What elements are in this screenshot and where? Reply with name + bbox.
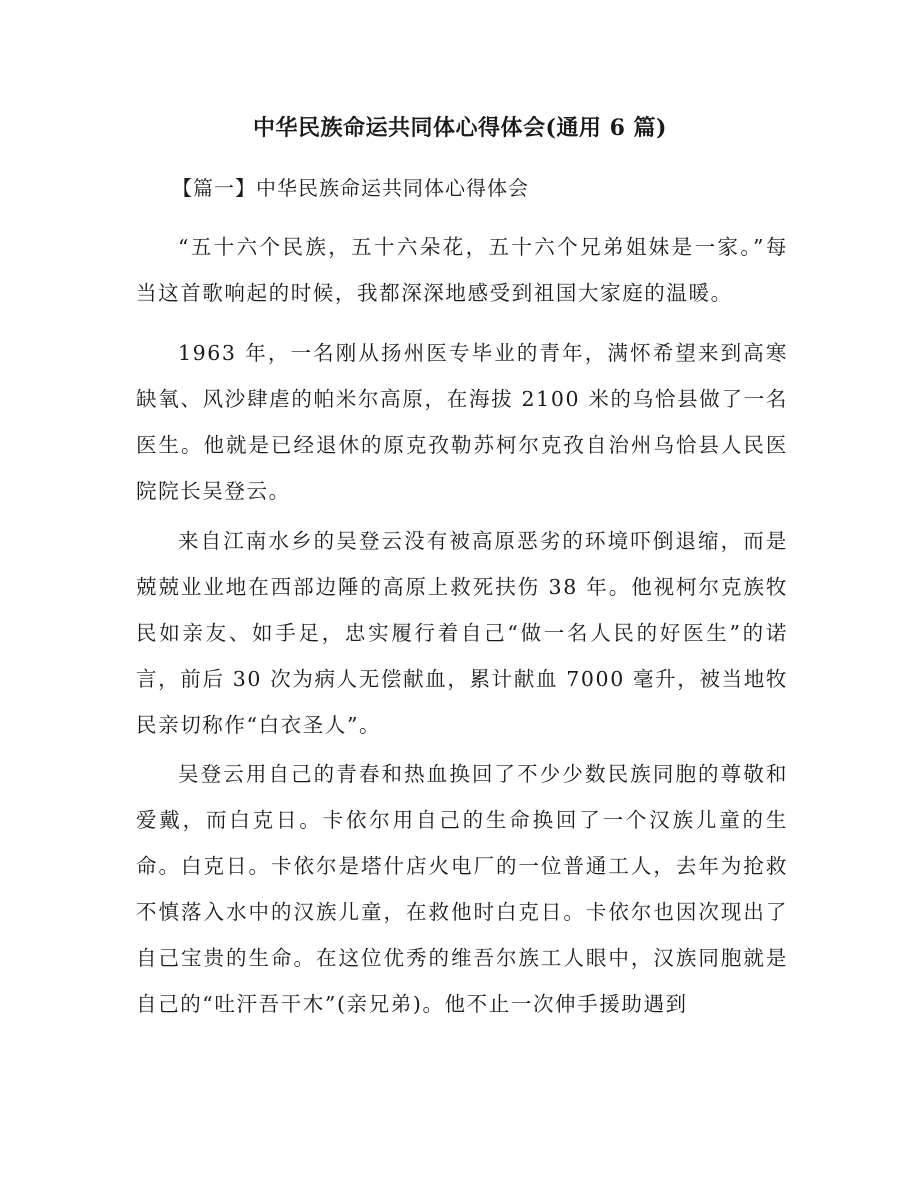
paragraph: 吴登云用自己的青春和热血换回了不少少数民族同胞的尊敬和爱戴，而白克日。卡依尔用自己的生命换回了一个汉族儿童的生命。白克日。卡依尔是塔什店火电厂的一位普通工人，去年为抢救不慎落入水中的汉族儿童，在救他时白克日。卡依尔也因次现出了自己宝贵的生命。在这位优秀的维吾尔族工人眼中，汉族同胞就是自己的“吐汗吾干木”(亲兄弟)。他不止一次伸手援助遇到	[136, 762, 788, 1016]
document-title: 中华民族命运共同体心得体会(通用 6 篇)	[253, 115, 667, 141]
paragraph: “五十六个民族，五十六朵花，五十六个兄弟姐妹是一家。”每当这首歌响起的时候，我都深深地感受到祖国大家庭的温暖。	[136, 235, 788, 305]
paragraph: 来自江南水乡的吴登云没有被高原恶劣的环境吓倒退缩，而是兢兢业业地在西部边陲的高原上救死扶伤 38 年。他视柯尔克族牧民如亲友、如手足，忠实履行着自己“做一名人民的好医生”的诺言，前后 30 次为病人无偿献血，累计献血 7000 毫升，被当地牧民亲切称作“白衣圣人”。	[136, 529, 788, 737]
section-heading: 【篇一】中华民族命运共同体心得体会	[172, 176, 529, 200]
paragraph: 1963 年，一名刚从扬州医专毕业的青年，满怀希望来到高寒缺氧、风沙肆虐的帕米尔高原，在海拔 2100 米的乌恰县做了一名医生。他就是已经退休的原克孜勒苏柯尔克孜自治州乌恰县人民医院院长吴登云。	[136, 341, 788, 503]
